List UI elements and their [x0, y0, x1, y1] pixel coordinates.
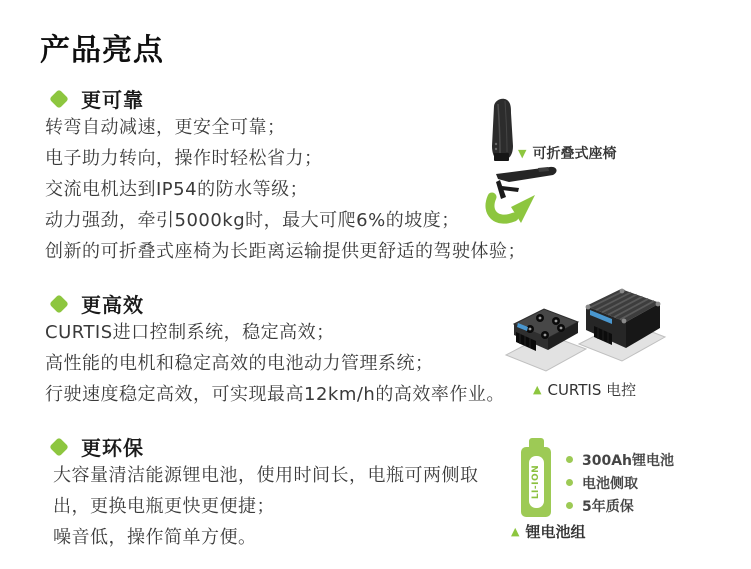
- section-heading-efficient: [52, 289, 144, 318]
- li-ion-battery-icon: [521, 438, 551, 517]
- up-triangle-icon: ▲: [533, 383, 542, 396]
- curtis-controller-image: [500, 282, 670, 378]
- diamond-bullet-icon: [49, 89, 69, 109]
- battery-caption-text: 锂电池组: [525, 523, 586, 541]
- reliable-paragraph: [45, 112, 526, 267]
- paragraph-line: 高性能的电机和稳定高效的电池动力管理系统；: [45, 353, 434, 374]
- section-heading-text: 更环保: [81, 436, 144, 460]
- battery-feature-list: [566, 448, 674, 517]
- battery-caption: [511, 521, 585, 542]
- paragraph-line: 创新的可折叠式座椅为长距离运输提供更舒适的驾驶体验；: [45, 241, 526, 262]
- battery-feature-item: 5年质保: [566, 494, 674, 517]
- diamond-bullet-icon: [49, 294, 69, 314]
- paragraph-line: 交流电机达到IP54的防水等级；: [45, 179, 309, 200]
- eco-paragraph: [53, 460, 479, 553]
- curtis-caption: [533, 379, 636, 400]
- battery-feature-item: 300Ah锂电池: [566, 448, 674, 471]
- battery-window: [529, 456, 544, 508]
- paragraph-line: 行驶速度稳定高效，可实现最高12km/h的高效率作业。: [45, 384, 505, 405]
- paragraph-line: 噪音低，操作简单方便。: [53, 527, 257, 548]
- dot-bullet-icon: [566, 502, 573, 509]
- paragraph-line: 大容量清洁能源锂电池，使用时间长，电瓶可两侧取: [53, 465, 479, 486]
- fold-arrow-icon: [490, 197, 514, 219]
- paragraph-line: 电子助力转向，操作时轻松省力；: [45, 148, 323, 169]
- efficient-paragraph: [45, 317, 505, 410]
- paragraph-line: 转弯自动减速，更安全可靠；: [45, 117, 286, 138]
- seat-caption-text: 可折叠式座椅: [532, 146, 617, 162]
- paragraph-line: 动力强劲，牵引5000kg时，最大可爬6%的坡度；: [45, 210, 460, 231]
- down-triangle-icon: ▼: [518, 146, 527, 160]
- foldable-seat-figure: [478, 96, 613, 230]
- up-triangle-icon: ▲: [511, 525, 520, 538]
- paragraph-line: 出，更换电瓶更快更便捷；: [53, 496, 275, 517]
- battery-body: [521, 447, 551, 517]
- section-heading-eco: [52, 432, 144, 461]
- curtis-caption-text: CURTIS 电控: [547, 381, 637, 399]
- paragraph-line: CURTIS进口控制系统，稳定高效；: [45, 322, 335, 343]
- battery-label: LI-ION: [531, 464, 542, 500]
- section-heading-reliable: [52, 84, 144, 113]
- page-title: 产品亮点: [40, 33, 164, 68]
- battery-cap: [529, 438, 544, 447]
- seat-caption: [518, 143, 616, 163]
- dot-bullet-icon: [566, 479, 573, 486]
- dot-bullet-icon: [566, 456, 573, 463]
- section-heading-text: 更可靠: [81, 88, 144, 112]
- battery-feature-item: 电池侧取: [566, 471, 674, 494]
- curtis-controller-figure: [500, 282, 670, 382]
- diamond-bullet-icon: [49, 437, 69, 457]
- section-heading-text: 更高效: [81, 293, 144, 317]
